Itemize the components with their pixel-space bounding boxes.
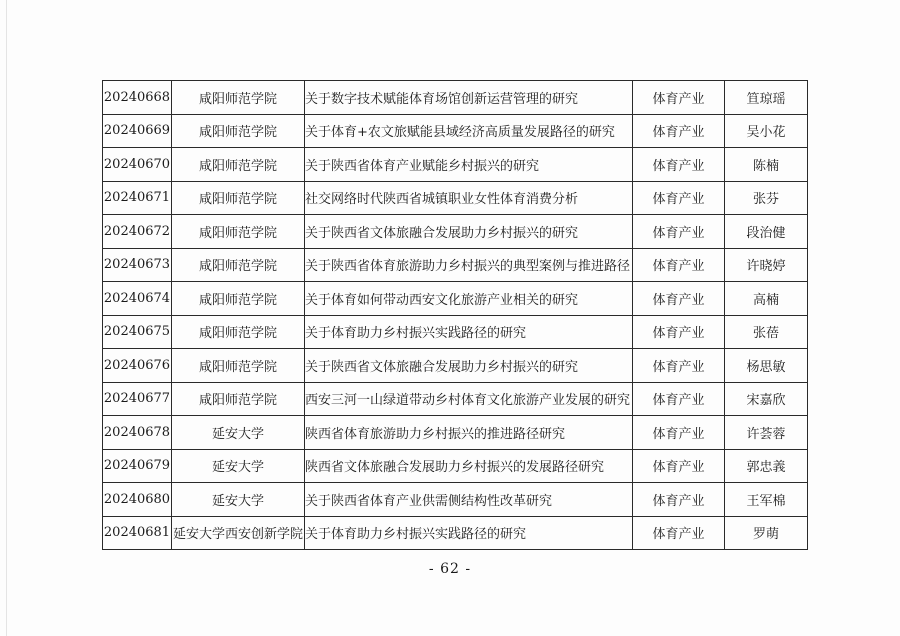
person-name-cell: 段治健: [725, 215, 808, 249]
school-cell: 延安大学: [172, 416, 305, 450]
person-name-cell: 张芬: [725, 181, 808, 215]
project-id-cell: 20240669: [103, 114, 172, 148]
person-name-cell: 吴小花: [725, 114, 808, 148]
school-cell: 咸阳师范学院: [172, 215, 305, 249]
project-table-body: [103, 81, 808, 550]
project-id-cell: 20240681: [103, 516, 172, 550]
person-name-cell: 张蓓: [725, 315, 808, 349]
project-title-cell: 关于陕西省体育产业赋能乡村振兴的研究: [305, 148, 633, 182]
table-row: [103, 349, 808, 383]
project-title-cell: 关于体育助力乡村振兴实践路径的研究: [305, 516, 633, 550]
table-row: [103, 248, 808, 282]
table-row: [103, 282, 808, 316]
school-cell: 咸阳师范学院: [172, 114, 305, 148]
category-cell: 体育产业: [633, 349, 725, 383]
person-name-cell: 高楠: [725, 282, 808, 316]
project-title-cell: 西安三河一山绿道带动乡村体育文化旅游产业发展的研究: [305, 382, 633, 416]
person-name-cell: 杨思敏: [725, 349, 808, 383]
project-id-cell: 20240680: [103, 483, 172, 517]
page-number: - 62 -: [428, 561, 472, 577]
category-cell: 体育产业: [633, 483, 725, 517]
category-cell: 体育产业: [633, 81, 725, 115]
project-id-cell: 20240675: [103, 315, 172, 349]
category-cell: 体育产业: [633, 449, 725, 483]
project-title-cell: 关于陕西省体育旅游助力乡村振兴的典型案例与推进路径: [305, 248, 633, 282]
school-cell: 咸阳师范学院: [172, 315, 305, 349]
table-row: [103, 215, 808, 249]
table-row: [103, 148, 808, 182]
project-title-cell: 关于体育+农文旅赋能县域经济高质量发展路径的研究: [305, 114, 633, 148]
table-row: [103, 114, 808, 148]
project-title-cell: 社交网络时代陕西省城镇职业女性体育消费分析: [305, 181, 633, 215]
table-row: [103, 483, 808, 517]
person-name-cell: 郭忠義: [725, 449, 808, 483]
project-id-cell: 20240678: [103, 416, 172, 450]
project-id-cell: 20240673: [103, 248, 172, 282]
project-id-cell: 20240676: [103, 349, 172, 383]
project-title-cell: 陕西省文体旅融合发展助力乡村振兴的发展路径研究: [305, 449, 633, 483]
project-title-cell: 陕西省体育旅游助力乡村振兴的推进路径研究: [305, 416, 633, 450]
category-cell: 体育产业: [633, 382, 725, 416]
school-cell: 咸阳师范学院: [172, 248, 305, 282]
project-id-cell: 20240668: [103, 81, 172, 115]
school-cell: 咸阳师范学院: [172, 349, 305, 383]
project-id-cell: 20240677: [103, 382, 172, 416]
project-id-cell: 20240671: [103, 181, 172, 215]
project-table: [102, 80, 808, 550]
school-cell: 咸阳师范学院: [172, 382, 305, 416]
person-name-cell: 罗萌: [725, 516, 808, 550]
project-id-cell: 20240670: [103, 148, 172, 182]
category-cell: 体育产业: [633, 282, 725, 316]
project-title-cell: 关于体育如何带动西安文化旅游产业相关的研究: [305, 282, 633, 316]
project-title-cell: 关于陕西省体育产业供需侧结构性改革研究: [305, 483, 633, 517]
school-cell: 延安大学: [172, 483, 305, 517]
project-title-cell: 关于数字技术赋能体育场馆创新运营管理的研究: [305, 81, 633, 115]
person-name-cell: 陈楠: [725, 148, 808, 182]
table-row: [103, 382, 808, 416]
school-cell: 咸阳师范学院: [172, 81, 305, 115]
table-row: [103, 516, 808, 550]
table-row: [103, 416, 808, 450]
category-cell: 体育产业: [633, 181, 725, 215]
table-row: [103, 181, 808, 215]
project-title-cell: 关于体育助力乡村振兴实践路径的研究: [305, 315, 633, 349]
person-name-cell: 宋嘉欣: [725, 382, 808, 416]
school-cell: 咸阳师范学院: [172, 282, 305, 316]
table-row: [103, 81, 808, 115]
project-id-cell: 20240672: [103, 215, 172, 249]
school-cell: 咸阳师范学院: [172, 181, 305, 215]
project-title-cell: 关于陕西省文体旅融合发展助力乡村振兴的研究: [305, 215, 633, 249]
person-name-cell: 笪琼瑶: [725, 81, 808, 115]
school-cell: 延安大学西安创新学院: [172, 516, 305, 550]
person-name-cell: 王军棉: [725, 483, 808, 517]
category-cell: 体育产业: [633, 248, 725, 282]
category-cell: 体育产业: [633, 315, 725, 349]
school-cell: 延安大学: [172, 449, 305, 483]
page-edge-line: [6, 0, 7, 636]
project-title-cell: 关于陕西省文体旅融合发展助力乡村振兴的研究: [305, 349, 633, 383]
table-row: [103, 315, 808, 349]
category-cell: 体育产业: [633, 148, 725, 182]
person-name-cell: 许荟蓉: [725, 416, 808, 450]
category-cell: 体育产业: [633, 215, 725, 249]
category-cell: 体育产业: [633, 114, 725, 148]
school-cell: 咸阳师范学院: [172, 148, 305, 182]
person-name-cell: 许晓婷: [725, 248, 808, 282]
category-cell: 体育产业: [633, 516, 725, 550]
project-id-cell: 20240674: [103, 282, 172, 316]
project-id-cell: 20240679: [103, 449, 172, 483]
table-row: [103, 449, 808, 483]
category-cell: 体育产业: [633, 416, 725, 450]
